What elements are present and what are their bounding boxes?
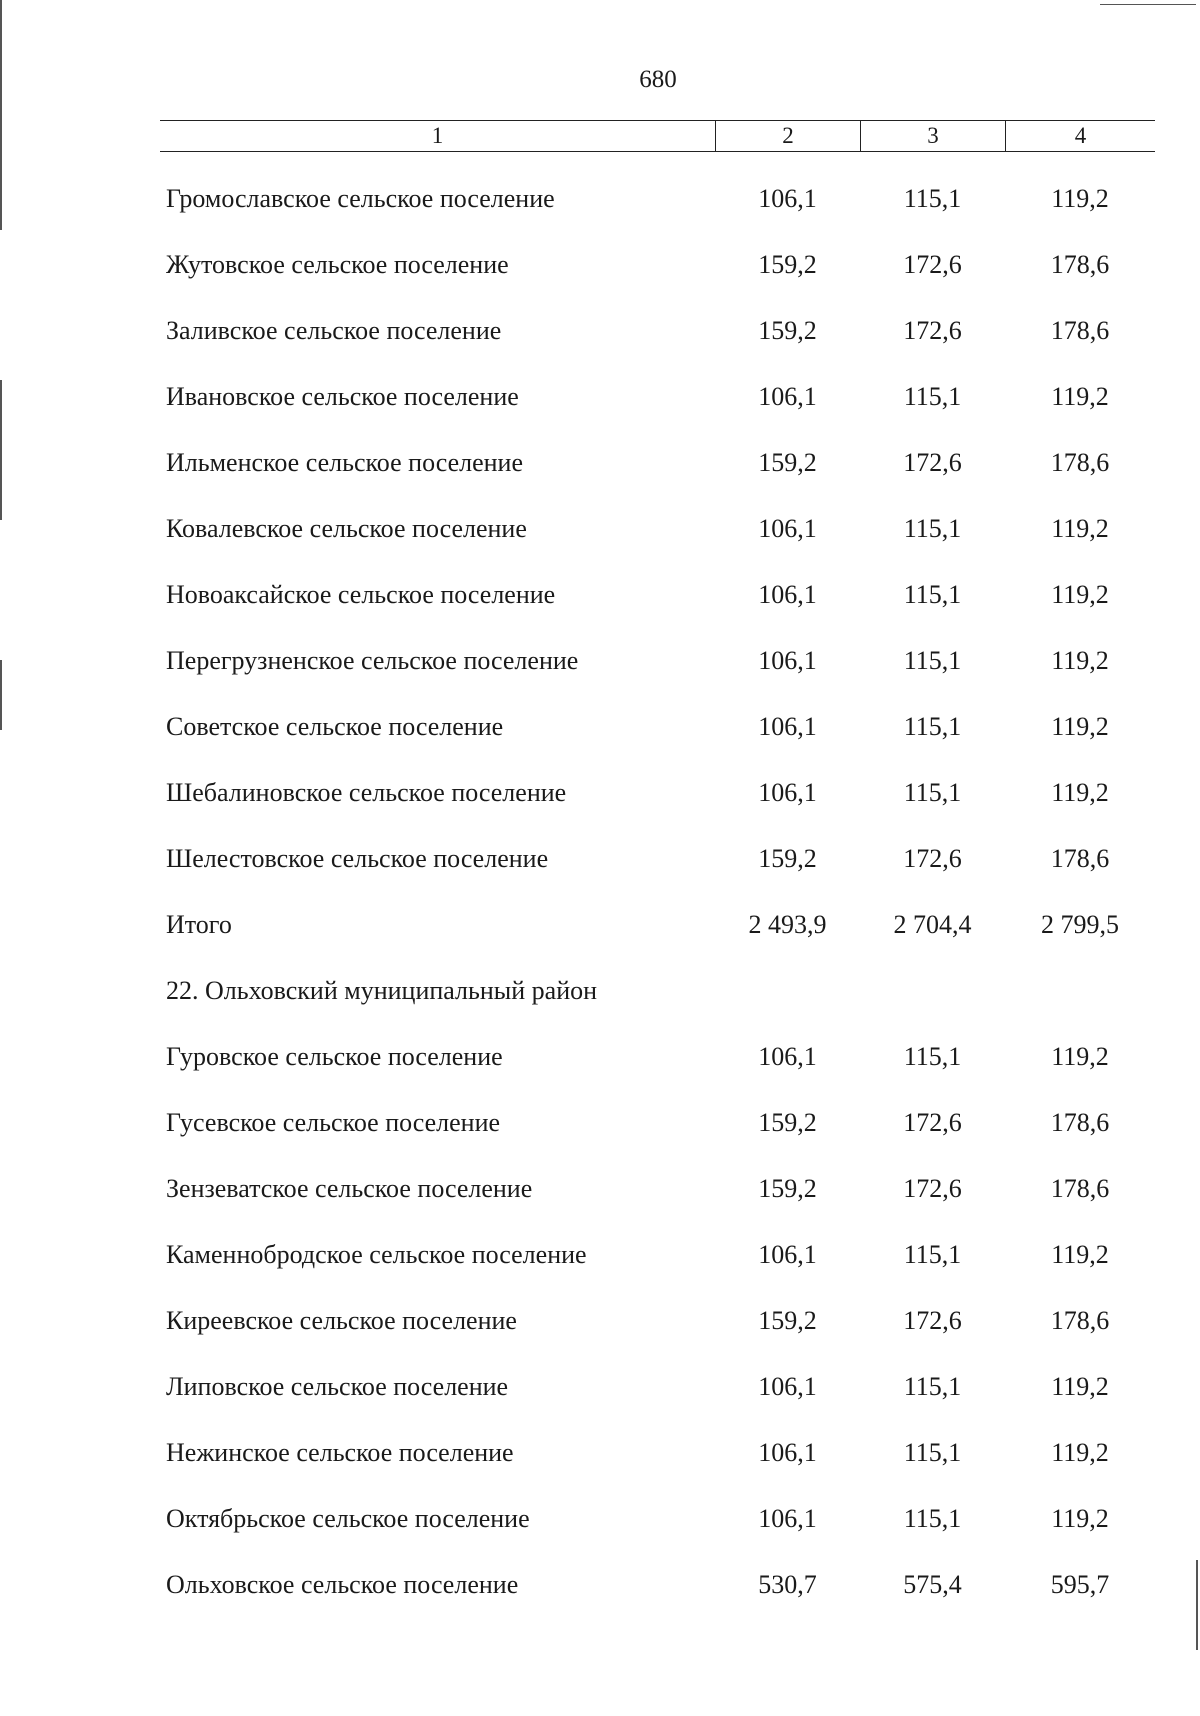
settlement-name: Заливское сельское поселение [166,316,502,345]
value-col-2: 106,1 [758,382,817,411]
table-row [160,166,1155,232]
value-col-4: 119,2 [1051,778,1109,807]
value-col-2: 2 493,9 [748,910,827,939]
header-col-1: 1 [431,123,444,148]
table-row [160,1552,1155,1618]
value-col-3: 115,1 [903,382,962,411]
value-col-3: 115,1 [903,184,962,213]
value-col-3: 115,1 [903,1438,962,1467]
table-row [160,298,1155,364]
total-label: Итого [166,910,232,939]
value-col-4: 178,6 [1050,1306,1110,1335]
value-col-3: 115,1 [903,646,962,675]
value-col-2: 159,2 [758,250,817,279]
value-col-3: 172,6 [903,1306,962,1335]
value-col-4: 119,2 [1051,1042,1109,1071]
value-col-3: 115,1 [903,1504,962,1533]
value-col-4: 119,2 [1051,646,1109,675]
value-col-3: 172,6 [903,250,962,279]
settlement-name: Перегрузненское сельское поселение [166,646,579,675]
value-col-4: 178,6 [1050,448,1110,477]
value-col-2: 106,1 [758,778,817,807]
value-col-4: 119,2 [1051,1438,1109,1467]
settlement-name: Ивановское сельское поселение [166,382,519,411]
table-header [160,120,1155,152]
table-row [160,1156,1155,1222]
value-col-3: 115,1 [903,580,962,609]
value-col-2: 159,2 [758,844,817,873]
settlement-name: Каменнобродское сельское поселение [166,1240,587,1269]
value-col-4: 119,2 [1051,382,1109,411]
scan-edge-mark [0,0,2,230]
settlement-name: Советское сельское поселение [166,712,504,741]
value-col-3: 172,6 [903,448,962,477]
table-row [160,1486,1155,1552]
value-col-3: 172,6 [903,1108,962,1137]
table-row [160,496,1155,562]
table-row [160,1420,1155,1486]
settlement-name: Новоаксайское сельское поселение [166,580,556,609]
value-col-3: 575,4 [903,1570,962,1599]
value-col-3: 115,1 [903,1372,962,1401]
settlement-name: Гуровское сельское поселение [166,1042,503,1071]
value-col-4: 119,2 [1051,1504,1109,1533]
total-row [160,892,1155,958]
value-col-3: 172,6 [903,316,962,345]
table-row [160,1288,1155,1354]
settlement-name: Ильменское сельское поселение [166,448,524,477]
value-col-2: 106,1 [758,712,817,741]
settlement-name: Липовское сельское поселение [166,1372,509,1401]
settlement-name: Ольховское сельское поселение [166,1570,519,1599]
value-col-4: 119,2 [1051,1240,1109,1269]
settlement-name: Киреевское сельское поселение [166,1306,517,1335]
value-col-2: 106,1 [758,184,817,213]
scan-edge-mark [0,660,2,730]
value-col-4: 2 799,5 [1041,910,1119,939]
value-col-4: 595,7 [1050,1570,1110,1599]
table-row [160,826,1155,892]
settlement-name: Громославское сельское поселение [166,184,555,213]
table-row [160,232,1155,298]
table-body [160,166,1155,1618]
settlement-name: Октябрьское сельское поселение [166,1504,530,1533]
value-col-4: 178,6 [1050,316,1110,345]
settlement-name: Ковалевское сельское поселение [166,514,527,543]
settlement-name: Шебалиновское сельское поселение [166,778,567,807]
value-col-4: 178,6 [1050,1174,1110,1203]
value-col-4: 119,2 [1051,184,1109,213]
value-col-3: 115,1 [903,1240,962,1269]
value-col-3: 115,1 [903,778,962,807]
settlement-name: Шелестовское сельское поселение [166,844,549,873]
value-col-4: 119,2 [1051,712,1109,741]
table-row [160,1354,1155,1420]
settlement-name: Нежинское сельское поселение [166,1438,514,1467]
value-col-2: 159,2 [758,1174,817,1203]
value-col-4: 119,2 [1051,514,1109,543]
section-heading-row [160,958,1155,1024]
value-col-3: 115,1 [903,712,962,741]
value-col-4: 178,6 [1050,844,1110,873]
table-row [160,1090,1155,1156]
table-row [160,364,1155,430]
settlement-name: Жутовское сельское поселение [166,250,509,279]
table-row [160,760,1155,826]
value-col-4: 178,6 [1050,250,1110,279]
value-col-3: 2 704,4 [893,910,972,939]
value-col-2: 106,1 [758,1372,817,1401]
value-col-4: 178,6 [1050,1108,1110,1137]
value-col-2: 159,2 [758,1306,817,1335]
scan-edge-mark [1196,1560,1198,1650]
value-col-2: 106,1 [758,580,817,609]
table-row [160,694,1155,760]
value-col-3: 115,1 [903,1042,962,1071]
section-heading: 22. Ольховский муниципальный район [166,976,598,1005]
value-col-2: 106,1 [758,514,817,543]
value-col-4: 119,2 [1051,1372,1109,1401]
value-col-3: 172,6 [903,844,962,873]
value-col-2: 159,2 [758,316,817,345]
value-col-2: 159,2 [758,448,817,477]
value-col-2: 106,1 [758,1240,817,1269]
table-row [160,1024,1155,1090]
value-col-2: 530,7 [758,1570,817,1599]
value-col-2: 106,1 [758,1504,817,1533]
settlement-name: Зензеватское сельское поселение [166,1174,533,1203]
header-col-4: 4 [1005,121,1155,151]
settlement-name: Гусевское сельское поселение [166,1108,501,1137]
value-col-2: 106,1 [758,1042,817,1071]
value-col-2: 159,2 [758,1108,817,1137]
header-col-3: 3 [860,121,1005,151]
value-col-3: 115,1 [903,514,962,543]
header-col-2: 2 [715,121,860,151]
scan-edge-mark [1100,4,1196,5]
table-row [160,562,1155,628]
scan-edge-mark [0,380,2,520]
page-number: 680 [639,66,677,93]
value-col-2: 106,1 [758,1438,817,1467]
table-row [160,628,1155,694]
table-row [160,1222,1155,1288]
value-col-2: 106,1 [758,646,817,675]
value-col-3: 172,6 [903,1174,962,1203]
table-row [160,430,1155,496]
value-col-4: 119,2 [1051,580,1109,609]
